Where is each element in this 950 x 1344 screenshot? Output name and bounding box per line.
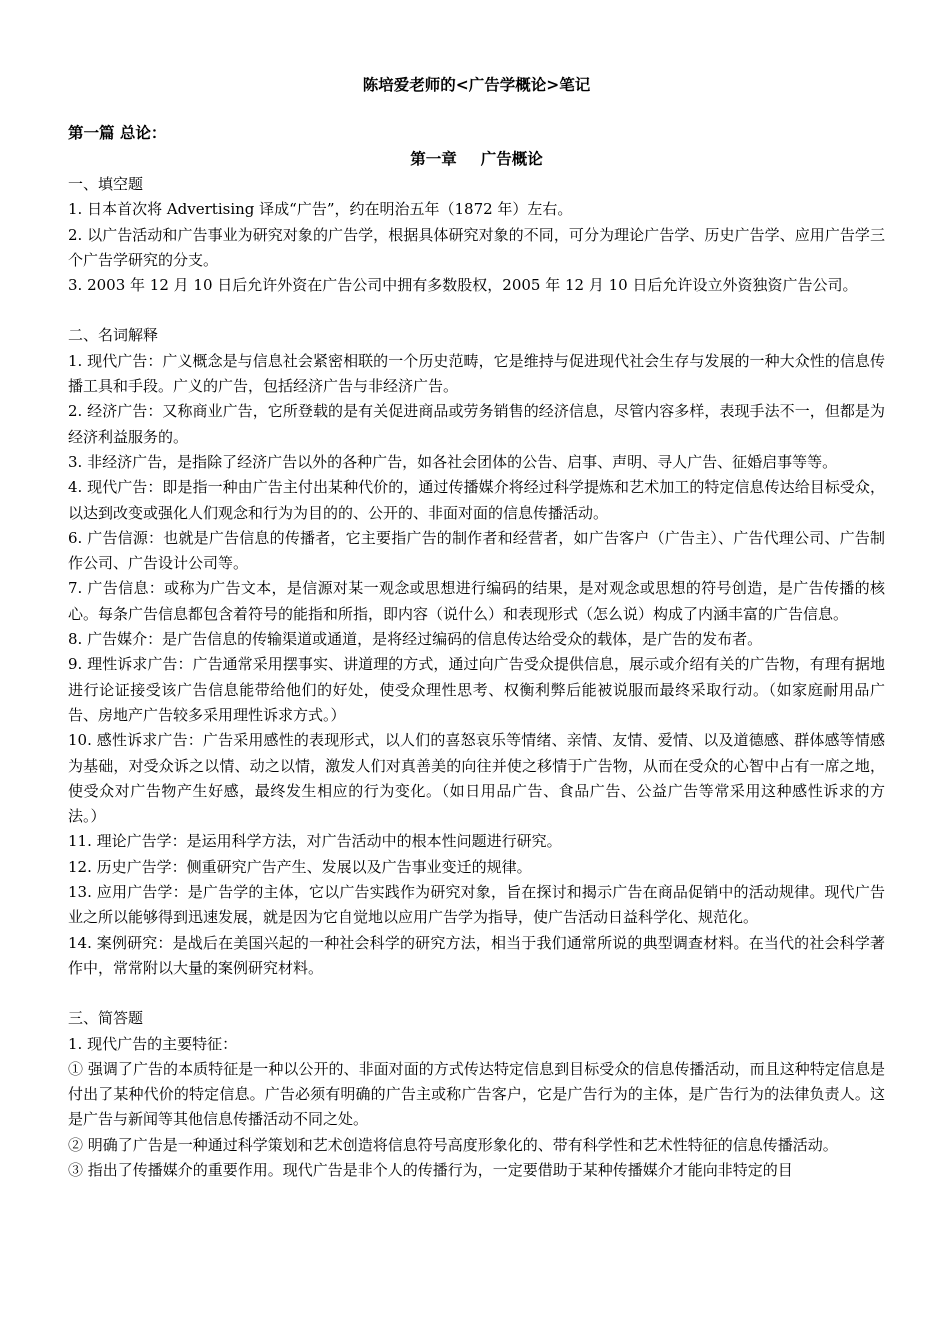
document-title: 陈培爱老师的<广告学概论>笔记 (362, 75, 591, 94)
paragraph: 6. 广告信源：也就是广告信息的传播者，它主要指广告的制作者和经营者，如广告客户（广告主）、广告代理公司、广告制作公司、广告设计公司等。 (68, 528, 885, 573)
paragraph: 1. 日本首次将 Advertising 译成“广告”，约在明治五年（1872 年）左右。 (68, 200, 573, 219)
paragraph: 2. 经济广告：又称商业广告，它所登载的是有关促进商品或劳务销售的经济信息，尽管内容多样，表现手法不一，但都是为经济利益服务的。 (68, 402, 885, 446)
paragraph: 1. 现代广告：广义概念是与信息社会紧密相联的一个历史范畴，它是维持与促进现代社会生存与发展的一种大众性的信息传播工具和手段。广义的广告，包括经济广告与非经济广告。 (68, 351, 885, 396)
section-fill-in (68, 172, 885, 298)
paragraph: 3. 非经济广告，是指除了经济广告以外的各种广告，如各社会团体的公告、启事、声明、寻人广告、征婚启事等等。 (68, 452, 838, 471)
paragraph: 2. 以广告活动和广告事业为研究对象的广告学，根据具体研究对象的不同，可分为理论广告学、历史广告学、应用广告学三个广告学研究的分支。 (68, 225, 885, 269)
paragraph: 3. 2003 年 12 月 10 日后允许外资在广告公司中拥有多数股权，2005 年 12 月 10 日后允许设立外资独资广告公司。 (68, 276, 858, 295)
paragraph: 10. 感性诉求广告：广告采用感性的表现形式，以人们的喜怒哀乐等情绪、亲情、友情、爱情、以及道德感、群体感等情感为基础，对受众诉之以情、动之以情，激发人们对真善美的向往并使之移情于广告物，从而在受众的心智中占有一席之地，使受众对广告物产生好感，最终发生相应的行为变化。（如日用品广告、食品广告、公益广告等常采用这种感性诉求的方法。） (68, 731, 885, 826)
section-short-answer (68, 1006, 885, 1183)
paragraph: ② 明确了广告是一种通过科学策划和艺术创造将信息符号高度形象化的、带有科学性和艺术性特征的信息传播活动。 (68, 1135, 838, 1154)
paragraph: 4. 现代广告：即是指一种由广告主付出某种代价的，通过传播媒介将经过科学提炼和艺术加工的特定信息传达给目标受众，以达到改变或强化人们观念和行为为目的的、公开的、非面对面的信息传播活动。 (68, 478, 885, 522)
section-definitions (68, 323, 885, 981)
spacer (68, 298, 885, 323)
paragraph: 11. 理论广告学：是运用科学方法，对广告活动中的根本性问题进行研究。 (68, 832, 562, 851)
section-title: 二、名词解释 (68, 326, 159, 345)
paragraph: 7. 广告信息：或称为广告文本，是信源对某一观念或思想进行编码的结果，是对观念或思想的符号创造，是广告传播的核心。每条广告信息都包含着符号的能指和所指，即内容（说什么）和表现形式（怎么说）构成了内涵丰富的广告信息。 (68, 579, 885, 623)
section-title: 一、填空题 (68, 175, 144, 193)
paragraph: 14. 案例研究：是战后在美国兴起的一种社会科学的研究方法，相当于我们通常所说的典型调查材料。在当代的社会科学著作中，常常附以大量的案例研究材料。 (68, 933, 885, 977)
paragraph: 8. 广告媒介：是广告信息的传输渠道或通道，是将经过编码的信息传达给受众的载体，是广告的发布者。 (68, 630, 763, 649)
part-title: 第一篇 总论： (68, 123, 167, 142)
paragraph: 1. 现代广告的主要特征： (68, 1034, 238, 1053)
spacer (68, 981, 885, 1006)
paragraph: ③ 指出了传播媒介的重要作用。现代广告是非个人的传播行为，一定要借助于某种传播媒介才能向非特定的目 (68, 1160, 793, 1179)
section-title: 三、简答题 (68, 1009, 144, 1028)
paragraph: 12. 历史广告学：侧重研究广告产生、发展以及广告事业变迁的规律。 (68, 857, 532, 876)
chapter-title: 第一章 广告概论 (410, 149, 543, 168)
paragraph: 9. 理性诉求广告：广告通常采用摆事实、讲道理的方式，通过向广告受众提供信息，展示或介绍有关的广告物，有理有据地进行论证接受该广告信息能带给他们的好处，使受众理性思考、权衡利弊后能被说服而最终采取行动。（如家庭耐用品广告、房地产广告较多采用理性诉求方式。） (68, 655, 885, 724)
paragraph: ① 强调了广告的本质特征是一种以公开的、非面对面的方式传达特定信息到目标受众的信息传播活动，而且这种特定信息是付出了某种代价的特定信息。广告必须有明确的广告主或称广告客户，它是广告行为的主体，是广告行为的法律负责人。这是广告与新闻等其他信息传播活动不同之处。 (68, 1059, 885, 1129)
paragraph: 13. 应用广告学：是广告学的主体，它以广告实践作为研究对象，旨在探讨和揭示广告在商品促销中的活动规律。现代广告业之所以能够得到迅速发展，就是因为它自觉地以应用广告学为指导，使广告活动日益科学化、规范化。 (68, 883, 885, 927)
